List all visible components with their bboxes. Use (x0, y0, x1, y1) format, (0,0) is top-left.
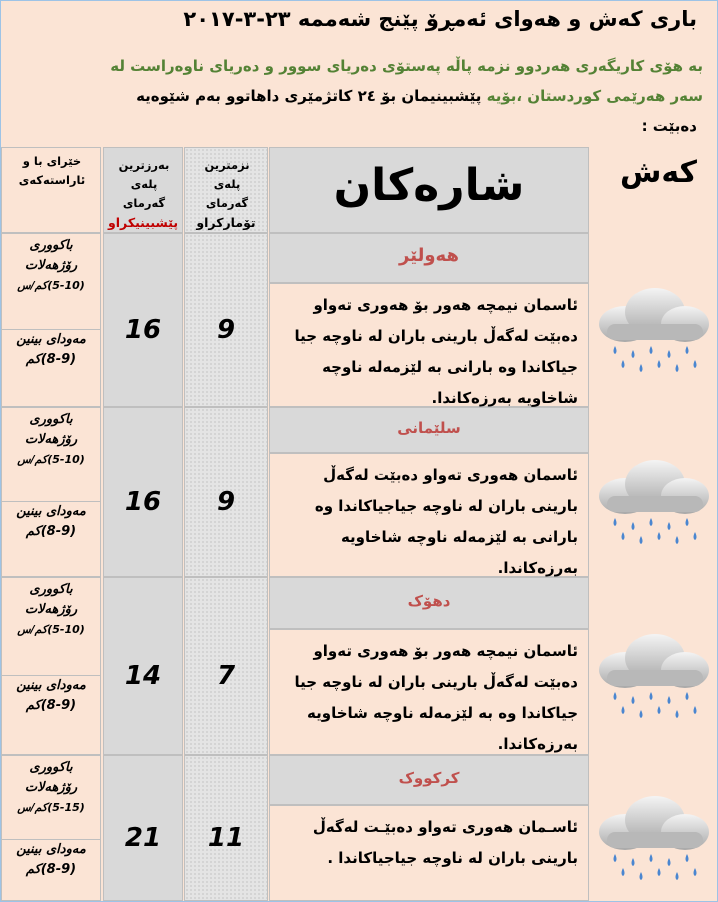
rain-cloud-icon (595, 280, 713, 376)
wind-column-header (1, 147, 101, 233)
wind-cell (1, 577, 101, 755)
max-temp-cell (103, 233, 183, 407)
max-temp-cell (103, 577, 183, 755)
visibility-label: مەودای بینین (16, 504, 86, 519)
max-temp-column-header (103, 147, 183, 233)
city-name-cell (269, 577, 589, 629)
city-name-cell (269, 233, 589, 283)
max-temp-value: 16 (124, 487, 162, 517)
weather-icon-cell (591, 233, 717, 407)
min-temp-cell (184, 407, 268, 577)
intro-line-1: بە هۆی کاریگەری هەردوو نزمە پاڵە پەستۆی دەریای سوور و دەریای ناوەراست لە (110, 57, 703, 75)
min-temp-value: 9 (216, 487, 236, 517)
wind-direction: باکووری رۆژهەلات (24, 760, 78, 795)
max-temp-value: 21 (124, 823, 162, 853)
weather-icon-cell (591, 407, 717, 577)
wind-cell (1, 233, 101, 407)
wind-info (2, 580, 100, 640)
cities-header-label: شارەکان (333, 160, 525, 211)
wind-info (2, 410, 100, 470)
min-temp-cell (184, 233, 268, 407)
visibility-label: مەودای بینین (16, 842, 86, 857)
min-temp-column-header (184, 147, 268, 233)
city-name: دهۆک (407, 592, 451, 610)
intro-line-3: دەبێت : (641, 117, 697, 135)
forecast-description: ئاسـمان هەوری تەواو دەبێـت لەگەڵ بارینی باران لە ناوچە جیاجیاکاندا . (312, 818, 578, 867)
city-name: کرکووک (398, 769, 460, 787)
city-name: سلێمانی (397, 419, 461, 437)
forecast-description: ئاسمان هەوری تەواو دەبێت لەگەڵ بارینی باران لە ناوچە جیاجیاکاندا وە بارانی بە لێزمەلە ناوچە شاخاویە بەرزەکاندا. (314, 466, 578, 577)
city-row (1, 233, 718, 407)
visibility-info (2, 329, 100, 370)
min-temp-value: 9 (216, 315, 236, 345)
weather-icon-cell (591, 577, 717, 755)
forecast-cell (269, 629, 589, 755)
city-name: هەولێر (399, 245, 459, 266)
intro-line-2-black: پێشبینیمان بۆ ٢٤ کاتژمێری داهاتوو بەم شێوەیە (136, 87, 482, 105)
visibility-info (2, 839, 100, 880)
max-temp-value: 16 (124, 315, 162, 345)
wind-info (2, 236, 100, 296)
city-name-cell (269, 407, 589, 453)
weather-column-header (591, 147, 717, 233)
weather-header-label: کەش (619, 155, 697, 190)
wind-cell (1, 407, 101, 577)
forecast-cell (269, 283, 589, 407)
visibility-label: مەودای بینین (16, 678, 86, 693)
city-row (1, 755, 718, 901)
rain-cloud-icon (595, 452, 713, 548)
rain-cloud-icon (595, 788, 713, 884)
page-title: باری کەش و هەوای ئەمڕۆ پێنج شەممە ٢٣-٣-٢٠١٧ (183, 7, 697, 31)
intro-line-2-green: سەر هەرێمی کوردستان ،بۆیە (486, 87, 703, 105)
wind-direction: باکووری رۆژهەلات (24, 412, 78, 447)
max-temp-header-label: بەرزترین پلەی گەرمای (118, 158, 170, 210)
wind-direction: باکووری رۆژهەلات (24, 238, 78, 273)
min-temp-header-sub: تۆمارکراو (196, 215, 256, 230)
rain-cloud-icon (595, 626, 713, 722)
visibility-value: (8-9)کم (25, 524, 77, 539)
intro-line-2 (13, 81, 703, 111)
forecast-description: ئاسمان نیمچە هەور بۆ هەوری تەواو دەبێت لەگەڵ بارینی باران لە ناوچە جیا جیاکاندا وە بە لێزمەلە ناوچە شاخاویە بەرزەکاندا. (294, 642, 578, 753)
min-temp-header-label: نزمترین پلەی گەرمای (204, 158, 250, 210)
wind-speed: (5-10)کم/س (17, 453, 85, 466)
city-row (1, 407, 718, 577)
wind-cell (1, 755, 101, 901)
visibility-label: مەودای بینین (16, 332, 86, 347)
min-temp-value: 7 (216, 661, 236, 691)
forecast-cell (269, 453, 589, 577)
max-temp-value: 14 (124, 661, 162, 691)
wind-speed: (5-10)کم/س (17, 279, 85, 292)
wind-direction: باکووری رۆژهەلات (24, 582, 78, 617)
min-temp-value: 11 (207, 823, 245, 853)
wind-info (2, 758, 100, 818)
visibility-value: (8-9)کم (25, 862, 77, 877)
forecast-cell (269, 805, 589, 901)
intro-text (13, 51, 703, 111)
weather-icon-cell (591, 755, 717, 901)
max-temp-cell (103, 407, 183, 577)
visibility-value: (8-9)کم (25, 698, 77, 713)
min-temp-cell (184, 755, 268, 901)
forecast-description: ئاسمان نیمچە هەور بۆ هەوری تەواو دەبێت لەگەڵ بارینی باران لە ناوچە جیا جیاکاندا وە بارانی بە لێزمەلە ناوچە شاخاویە بەرزەکاندا. (294, 296, 578, 407)
wind-speed: (5-10)کم/س (17, 623, 85, 636)
city-name-cell (269, 755, 589, 805)
max-temp-header-sub: پێشبینیکراو (107, 215, 179, 230)
city-row (1, 577, 718, 755)
max-temp-cell (103, 755, 183, 901)
visibility-info (2, 675, 100, 716)
cities-column-header (269, 147, 589, 233)
visibility-info (2, 501, 100, 542)
visibility-value: (8-9)کم (25, 352, 77, 367)
wind-header-label: خێرای با و ئاراستەکەی (18, 154, 86, 187)
wind-speed: (5-15)کم/س (17, 801, 85, 814)
min-temp-cell (184, 577, 268, 755)
